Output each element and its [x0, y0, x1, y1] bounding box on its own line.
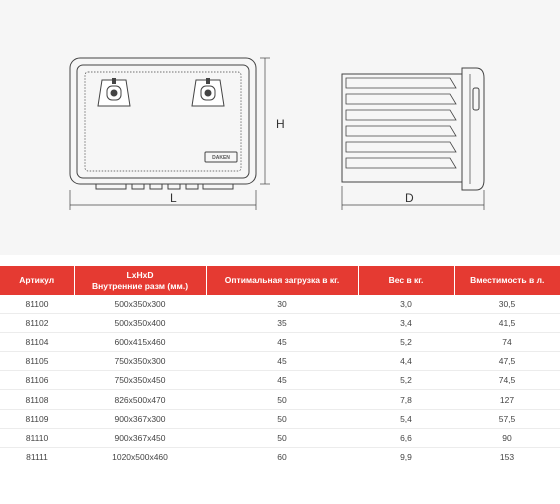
- cell-optimal-load: 50: [206, 409, 358, 428]
- header-article: Артикул: [0, 266, 74, 295]
- table-row: [0, 314, 560, 333]
- table-row: [0, 295, 560, 314]
- header-dimensions: LxHxD Внутренние разм (мм.): [74, 266, 206, 295]
- cell-weight: 7,8: [358, 390, 454, 409]
- cell-capacity: 74: [454, 333, 560, 352]
- cell-capacity: 41,5: [454, 314, 560, 333]
- cell-dimensions: 900x367x300: [74, 409, 206, 428]
- side-box-lid: [462, 68, 484, 190]
- header-weight: Вес в кг.: [358, 266, 454, 295]
- spec-table: [0, 266, 560, 466]
- cell-weight: 5,2: [358, 371, 454, 390]
- table-row: [0, 428, 560, 447]
- cell-dimensions: 500x350x300: [74, 295, 206, 314]
- cell-article: 81111: [26, 451, 48, 462]
- cell-dimensions: 1020x500x460: [112, 451, 168, 462]
- cell-article: 81108: [0, 390, 74, 409]
- cell-capacity: 74,5: [454, 371, 560, 390]
- cell-dimensions: 750x350x450: [74, 371, 206, 390]
- table-row: [0, 371, 560, 390]
- cell-capacity: 90: [454, 428, 560, 447]
- dimension-d-label: D: [405, 191, 414, 205]
- cell-article: 81100: [0, 295, 74, 314]
- cell-weight: 3,0: [358, 295, 454, 314]
- cell-article: 81109: [0, 409, 74, 428]
- cell-dimensions: 826x500x470: [74, 390, 206, 409]
- dimension-l-label: L: [170, 191, 177, 205]
- cell-weight: 3,4: [358, 314, 454, 333]
- spec-table-header: [0, 266, 560, 295]
- spec-table-body: [0, 295, 560, 466]
- cell-capacity: 30,5: [454, 295, 560, 314]
- box-feet: [96, 184, 233, 189]
- cell-article: 81102: [0, 314, 74, 333]
- cell-optimal-load: 60: [277, 451, 287, 462]
- cell-optimal-load: 45: [206, 333, 358, 352]
- table-row: [0, 352, 560, 371]
- cell-optimal-load: 45: [206, 371, 358, 390]
- header-row: [0, 266, 560, 295]
- cell-capacity: 153: [499, 451, 515, 462]
- table-row: [0, 333, 560, 352]
- header-optimal-load: Оптимальная загрузка в кг.: [206, 266, 358, 295]
- cell-dimensions: 750x350x300: [74, 352, 206, 371]
- brand-label: DAKEN: [212, 155, 230, 161]
- side-ribs: [346, 78, 456, 168]
- cell-capacity: 127: [454, 390, 560, 409]
- cell-article: 81104: [0, 333, 74, 352]
- cell-optimal-load: 50: [206, 428, 358, 447]
- cell-optimal-load: 45: [206, 352, 358, 371]
- cell-weight: 9,9: [400, 451, 412, 462]
- dimension-h-label: H: [276, 117, 285, 131]
- cell-dimensions: 900x367x450: [74, 428, 206, 447]
- cell-dimensions: 600x415x460: [74, 333, 206, 352]
- table-row: [0, 447, 560, 466]
- front-box-outer: [70, 58, 256, 184]
- side-view: [342, 68, 484, 210]
- cell-weight: 5,4: [358, 409, 454, 428]
- cell-optimal-load: 30: [206, 295, 358, 314]
- cell-weight: 4,4: [358, 352, 454, 371]
- cell-weight: 6,6: [358, 428, 454, 447]
- cell-article: 81105: [0, 352, 74, 371]
- cell-article: 81110: [0, 428, 74, 447]
- right-lock-handle-icon: [192, 78, 224, 106]
- cell-article: 81106: [0, 371, 74, 390]
- cell-weight: 5,2: [358, 333, 454, 352]
- side-box-body: [342, 74, 462, 182]
- header-capacity: Вместимость в л.: [454, 266, 560, 295]
- cell-optimal-load: 35: [206, 314, 358, 333]
- table-row: [0, 409, 560, 428]
- cell-optimal-load: 50: [206, 390, 358, 409]
- left-lock-handle-icon: [98, 78, 130, 106]
- cell-dimensions: 500x350x400: [74, 314, 206, 333]
- table-row: [0, 390, 560, 409]
- cell-capacity: 47,5: [454, 352, 560, 371]
- front-view: [70, 58, 270, 210]
- cell-capacity: 57,5: [454, 409, 560, 428]
